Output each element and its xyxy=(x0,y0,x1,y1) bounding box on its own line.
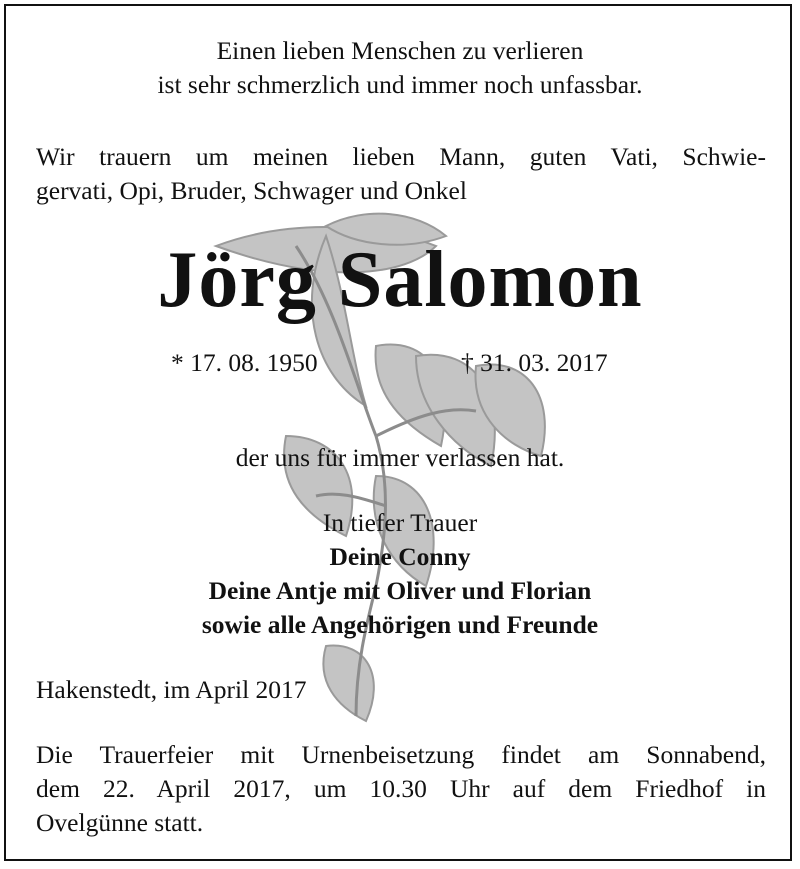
mourning-line-1: Wir trauern um meinen lieben Mann, guten Vati, Schwie- xyxy=(36,142,766,171)
signoff-name-1: Deine Conny xyxy=(329,542,471,571)
signoff-name-3: sowie alle Angehörigen und Freunde xyxy=(201,610,599,639)
mourning-line-2: gervati, Opi, Bruder, Schwager und Onkel xyxy=(36,176,467,205)
signoff-name-2: Deine Antje mit Oliver und Florian xyxy=(208,576,592,605)
signoff-intro: In tiefer Trauer xyxy=(322,508,478,537)
obituary-notice xyxy=(4,4,792,861)
birth-date: * 17. 08. 1950 xyxy=(171,348,318,377)
intro-text xyxy=(6,34,792,102)
funeral-line-3: Ovelgünne statt. xyxy=(36,808,204,837)
deceased-name: Jörg Salomon xyxy=(157,236,643,324)
left-us-line: der uns für immer verlassen hat. xyxy=(235,443,565,472)
intro-line-1: Einen lieben Menschen zu verlieren xyxy=(216,36,584,65)
death-date: † 31. 03. 2017 xyxy=(461,348,608,377)
funeral-line-2: dem 22. April 2017, um 10.30 Uhr auf dem Friedhof in xyxy=(36,774,766,803)
funeral-info xyxy=(36,738,766,840)
signoff-block xyxy=(6,506,792,642)
funeral-line-1: Die Trauerfeier mit Urnenbeisetzung findet am Sonnabend, xyxy=(36,740,766,769)
intro-line-2: ist sehr schmerzlich und immer noch unfassbar. xyxy=(157,70,643,99)
mourning-text xyxy=(36,140,766,208)
place-date: Hakenstedt, im April 2017 xyxy=(36,675,307,704)
